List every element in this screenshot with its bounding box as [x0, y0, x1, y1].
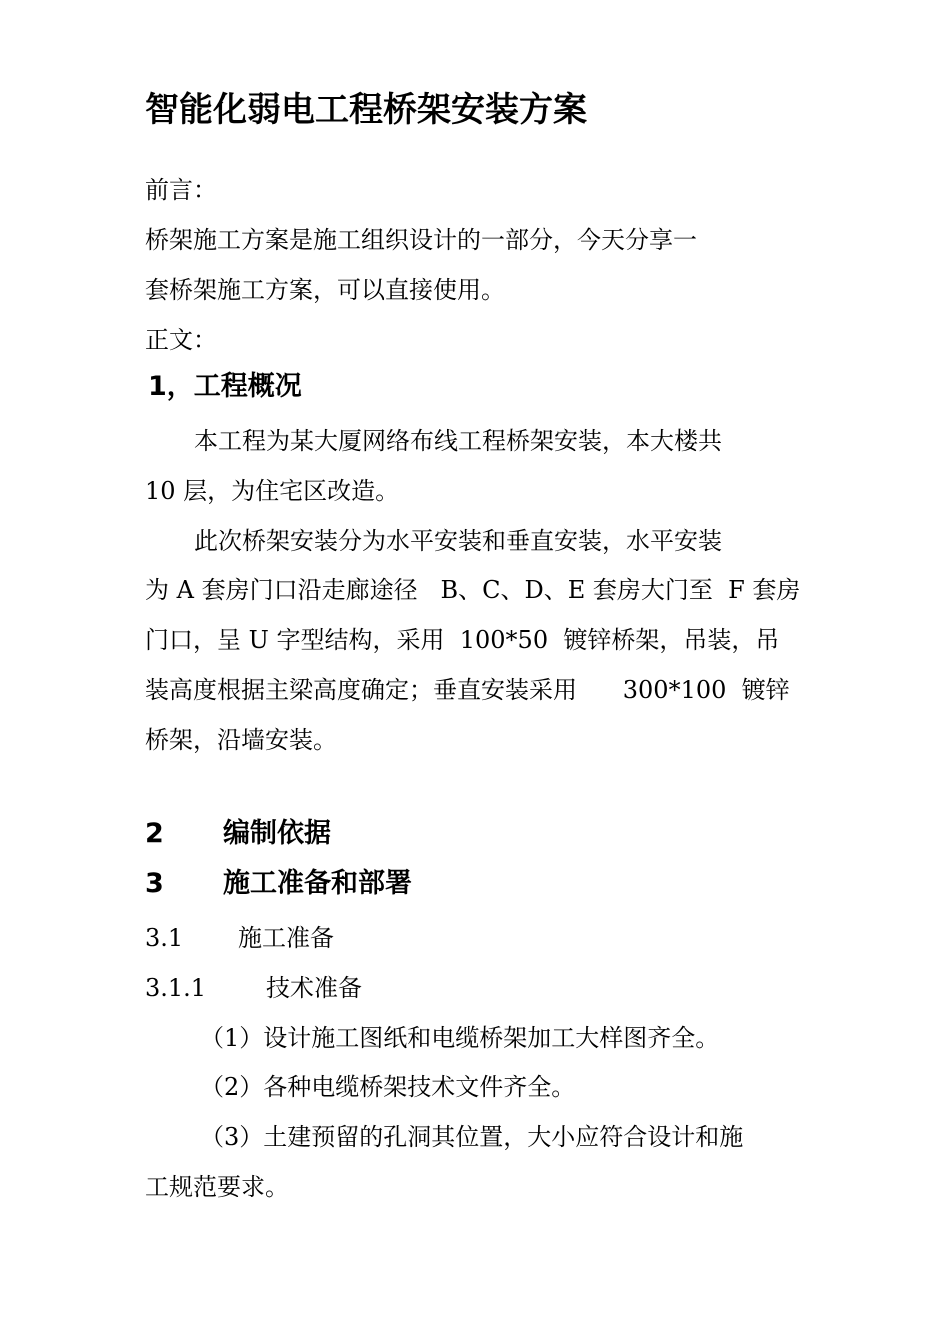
section-1-para-2-line-3: 门口，呈 U 字型结构，采用 100*50 镀锌桥架，吊装，吊: [145, 626, 780, 654]
section-3-1-1-heading: [145, 973, 362, 1003]
preface-label: 前言：: [145, 176, 217, 204]
section-1-heading: 1，工程概况: [148, 371, 302, 402]
section-3-heading: [145, 867, 412, 901]
list-item-1: （1）设计施工图纸和电缆桥架加工大样图齐全。: [200, 1024, 720, 1052]
section-2-title: 编制依据: [223, 818, 331, 849]
body-label: 正文：: [145, 326, 217, 354]
section-1-para-1-line-1: 本工程为某大厦网络布线工程桥架安装，本大楼共: [194, 427, 722, 455]
document-title: 智能化弱电工程桥架安装方案: [145, 90, 587, 130]
section-2-heading: [145, 817, 331, 851]
section-3-number: 3: [145, 868, 164, 899]
section-3-1-number: 3.1: [145, 924, 184, 952]
section-1-para-2-line-1: 此次桥架安装分为水平安装和垂直安装，水平安装: [194, 527, 722, 555]
preface-paragraph-line-2: 套桥架施工方案，可以直接使用。: [145, 276, 505, 304]
section-3-title: 施工准备和部署: [223, 868, 412, 899]
list-item-2: （2）各种电缆桥架技术文件齐全。: [200, 1073, 576, 1101]
section-3-1-heading: [145, 923, 334, 953]
section-3-1-1-number: 3.1.1: [145, 974, 207, 1002]
section-3-1-title: 施工准备: [238, 924, 334, 952]
section-2-number: 2: [145, 818, 164, 849]
preface-paragraph-line-1: 桥架施工方案是施工组织设计的一部分，今天分享一: [145, 226, 697, 254]
list-item-3-line-2: 工规范要求。: [145, 1173, 289, 1201]
section-1-para-2-line-4: 装高度根据主梁高度确定；垂直安装采用 300*100 镀锌: [145, 676, 790, 704]
list-item-3-line-1: （3）土建预留的孔洞其位置，大小应符合设计和施: [200, 1123, 744, 1151]
section-3-1-1-title: 技术准备: [266, 974, 362, 1002]
section-1-para-1-line-2: 10 层，为住宅区改造。: [145, 477, 400, 505]
section-1-para-2-line-2: 为 A 套房门口沿走廊途径 B、C、D、E 套房大门至 F 套房: [145, 576, 801, 604]
section-1-para-2-line-5: 桥架，沿墙安装。: [145, 726, 337, 754]
